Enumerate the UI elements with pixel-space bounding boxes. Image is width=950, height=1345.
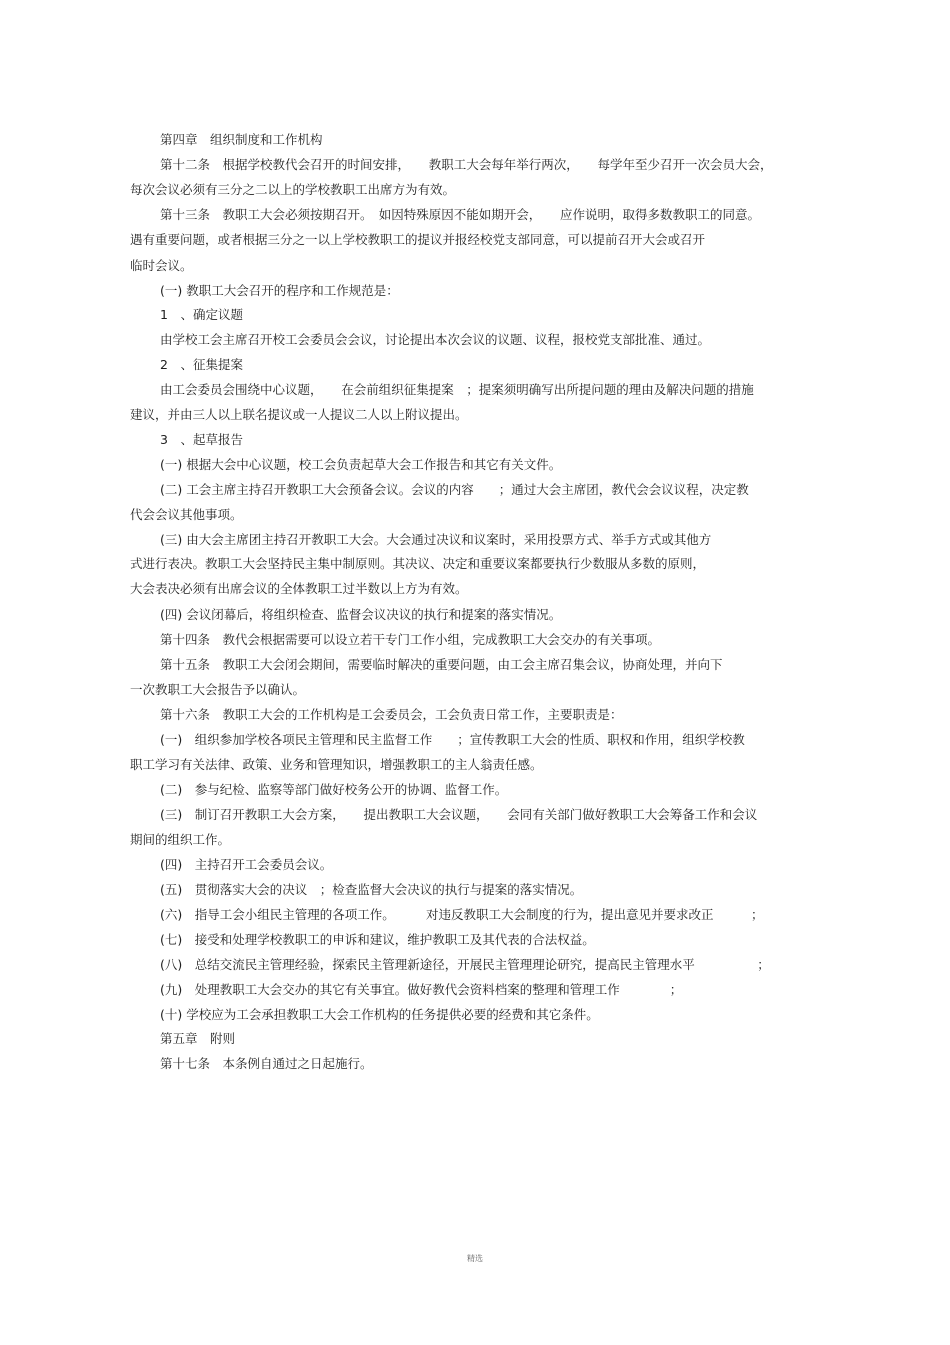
line-03: 每次会议必须有三分之二以上的学校教职工出席方为有效。	[130, 182, 456, 197]
line-17: (三) 由大会主席团主持召开教职工大会。大会通过决议和议案时，采用投票方式、举手方式或其他方	[160, 532, 712, 547]
line-28: (三) 制订召开教职工大会方案， 提出教职工大会议题， 会同有关部门做好教职工大会筹备工作和会议	[160, 807, 758, 822]
page-footer: 精选	[467, 1254, 483, 1263]
line-30: (四) 主持召开工会委员会议。	[160, 857, 333, 872]
line-35: (九) 处理教职工大会交办的其它有关事宜。做好教代会资料档案的整理和管理工作 ；	[160, 982, 683, 997]
line-14: (一) 根据大会中心议题，校工会负责起草大会工作报告和其它有关文件。	[160, 457, 562, 472]
line-06: 临时会议。	[130, 258, 193, 273]
line-34: (八) 总结交流民主管理经验，探索民主管理新途径，开展民主管理理论研究，提高民主管理水平 ；	[160, 957, 770, 972]
line-11: 由工会委员会围绕中心议题， 在会前组织征集提案 ；提案须明确写出所提问题的理由及解决问题的措施	[160, 382, 754, 397]
line-01: 第四章 组织制度和工作机构	[160, 132, 323, 147]
line-21: 第十四条 教代会根据需要可以设立若干专门工作小组，完成教职工大会交办的有关事项。	[160, 632, 661, 647]
line-09: 由学校工会主席召开校工会委员会会议，讨论提出本次会议的议题、议程，报校党支部批准、通过。	[160, 332, 711, 347]
line-36: (十) 学校应为工会承担教职工大会工作机构的任务提供必要的经费和其它条件。	[160, 1007, 599, 1022]
line-02: 第十二条 根据学校教代会召开的时间安排， 教职工大会每年举行两次， 每学年至少召开一次会员大会，	[160, 157, 773, 172]
line-20: (四) 会议闭幕后，将组织检查、监督会议决议的执行和提案的落实情况。	[160, 607, 562, 622]
line-33: (七) 接受和处理学校教职工的申诉和建议，维护教职工及其代表的合法权益。	[160, 932, 595, 947]
line-38: 第十七条 本条例自通过之日起施行。	[160, 1056, 373, 1071]
line-22: 第十五条 教职工大会闭会期间，需要临时解决的重要问题，由工会主席召集会议，协商处理，并向下	[160, 657, 723, 672]
line-08: 1 、确定议题	[160, 307, 243, 322]
line-23: 一次教职工大会报告予以确认。	[130, 682, 306, 697]
line-27: (二) 参与纪检、监察等部门做好校务公开的协调、监督工作。	[160, 782, 508, 797]
line-10: 2 、征集提案	[160, 357, 243, 372]
line-19: 大会表决必须有出席会议的全体教职工过半数以上方为有效。	[130, 581, 468, 596]
line-24: 第十六条 教职工大会的工作机构是工会委员会，工会负责日常工作，主要职责是：	[160, 707, 623, 722]
line-32: (六) 指导工会小组民主管理的各项工作。 对违反教职工大会制度的行为，提出意见并要求改正 ；	[160, 907, 764, 922]
line-04: 第十三条 教职工大会必须按期召开。 如因特殊原因不能如期开会， 应作说明，取得多数教职工的同意。	[160, 207, 761, 222]
line-16: 代会会议其他事项。	[130, 507, 243, 522]
line-05: 遇有重要问题，或者根据三分之一以上学校教职工的提议并报经校党支部同意，可以提前召开大会或召开	[130, 232, 706, 247]
line-18: 式进行表决。教职工大会坚持民主集中制原则。其决议、决定和重要议案都要执行少数服从多数的原则，	[130, 556, 706, 571]
line-25: (一) 组织参加学校各项民主管理和民主监督工作 ；宣传教职工大会的性质、职权和作用，组织学校教	[160, 732, 745, 747]
line-31: (五) 贯彻落实大会的决议 ；检查监督大会决议的执行与提案的落实情况。	[160, 882, 583, 897]
line-12: 建议，并由三人以上联名提议或一人提议二人以上附议提出。	[130, 407, 468, 422]
line-29: 期间的组织工作。	[130, 832, 231, 847]
line-07: (一) 教职工大会召开的程序和工作规范是：	[160, 283, 399, 298]
line-13: 3 、起草报告	[160, 432, 243, 447]
line-26: 职工学习有关法律、政策、业务和管理知识，增强教职工的主人翁责任感。	[130, 757, 543, 772]
line-15: (二) 工会主席主持召开教职工大会预备会议。会议的内容 ；通过大会主席团，教代会会议议程，决定教	[160, 482, 749, 497]
line-37: 第五章 附则	[160, 1031, 236, 1046]
